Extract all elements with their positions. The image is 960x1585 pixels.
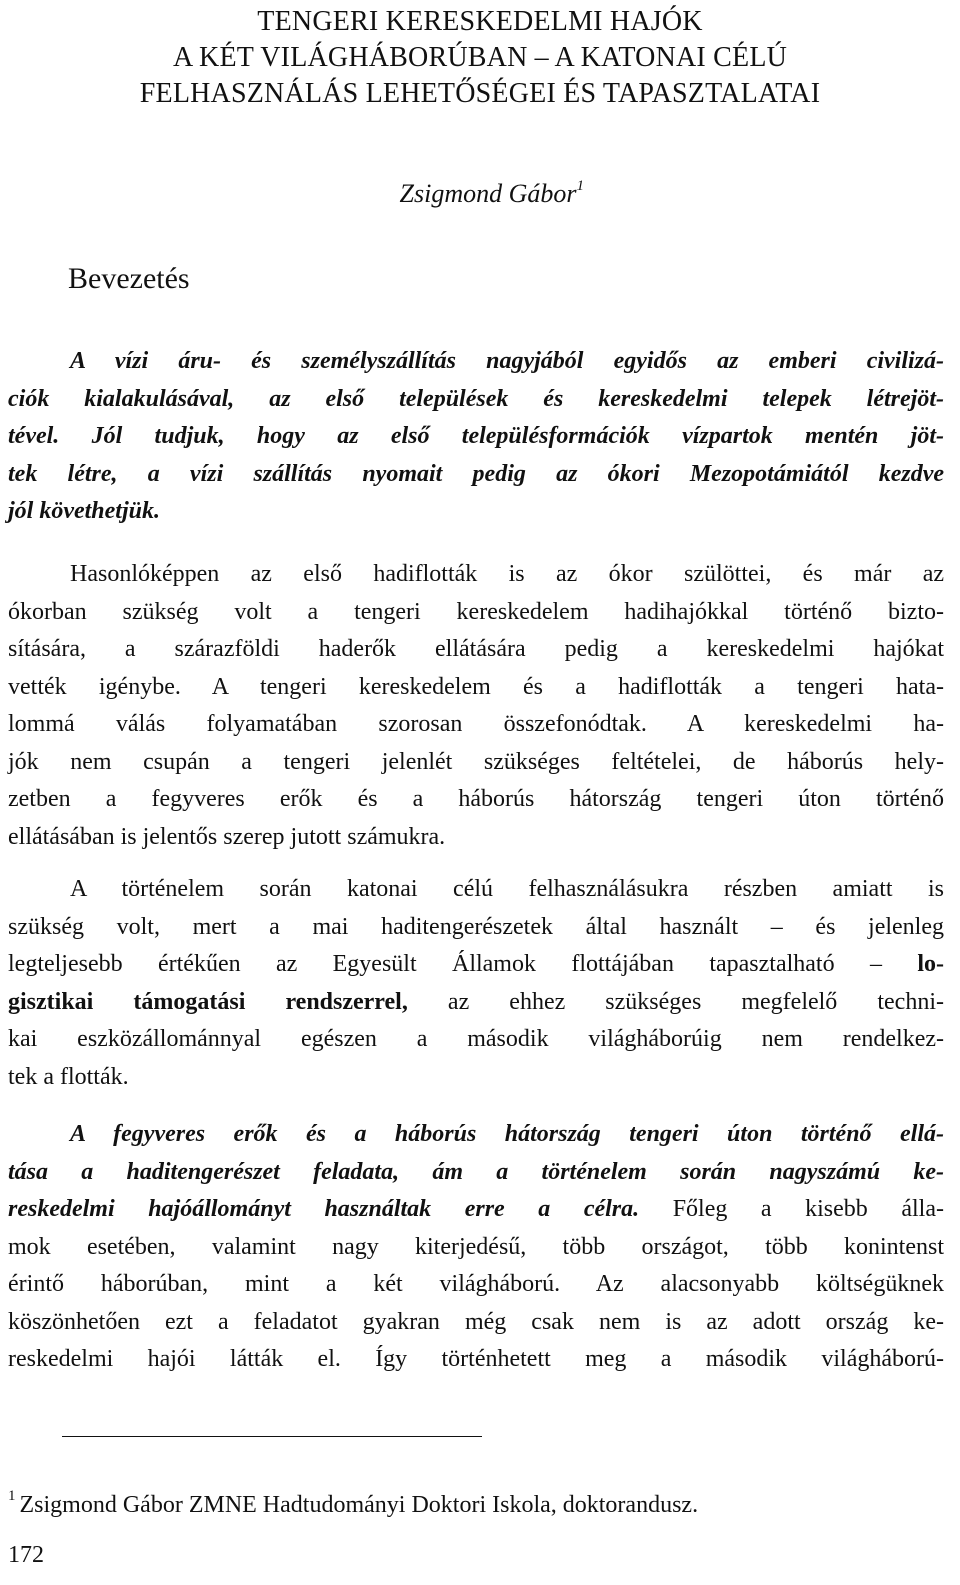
text-line: köszönhetően ezt a feladatot gyakran még csak nem is az adott ország ke- [8,1308,944,1335]
text-line: A fegyveres erők és a háborús hátország tengeri úton történő ellá- [70,1121,944,1147]
paragraph-4 [8,1116,944,1379]
text-segment: legteljesebb értékűen az Egyesült Államok flottájában tapasztalható – [8,951,918,977]
text-line: lommá válás folyamatában szorosan összefonódtak. A kereskedelmi ha- [8,711,944,737]
paragraph-intro [8,343,944,531]
text-segment: Főleg a kisebb álla- [639,1196,944,1222]
bold-emphasis: gisztikai támogatási rendszerrel, [8,988,408,1015]
text-line: tek létre, a vízi szállítás nyomait pedig az ókori Mezopotámiától kezdve [8,460,944,487]
text-line: tével. Jól tudjuk, hogy az első településformációk vízpartok mentén jöt- [8,423,944,449]
text-line: A történelem során katonai célú felhasználásukra részben amiatt is [70,876,944,902]
text-line: ókorban szükség volt a tengeri kereskedelem hadihajókkal történő bizto- [8,598,944,625]
title-line-3: FELHASZNÁLÁS LEHETŐSÉGEI ÉS TAPASZTALATAI [139,78,821,109]
text-line: reskedelmi hajói látták el. Így történhetett meg a második világháború- [8,1346,944,1372]
text-line: sítására, a szárazföldi haderők ellátására pedig a kereskedelmi hajókat [8,636,944,662]
text-line: jók nem csupán a tengeri jelenlét szükséges feltételei, de háborús hely- [8,748,944,775]
text-segment: az ehhez szükséges megfelelő techni- [407,988,944,1015]
title-line-2: A KÉT VILÁGHÁBORÚBAN – A KATONAI CÉLÚ [172,42,788,73]
paragraph-2 [8,556,944,856]
text-line: mok esetében, valamint nagy kiterjedésű, több országot, több konintenst [8,1233,944,1260]
title-line-1: TENGERI KERESKEDELMI HAJÓK [257,6,703,37]
text-line: szükség volt, mert a mai haditengerészetek által használt – és jelenleg [8,913,944,940]
text-line: jól követhetjük. [8,498,160,524]
text-line: Hasonlóképpen az első hadiflották is az ókor szülöttei, és már az [70,561,944,587]
bold-italic-emphasis: reskedelmi hajóállományt használtak erre a célra. [8,1196,640,1222]
text-line: ciók kialakulásával, az első települések és kereskedelmi telepek létrejöt- [8,385,944,412]
text-line: ellátásában is jelentős szerep jutott számukra. [8,823,446,850]
text-line: zetben a fegyveres erők és a háborús hátország tengeri úton történő [8,786,944,812]
text-line [8,946,944,984]
bold-emphasis: lo- [917,951,944,977]
text-line: vették igénybe. A tengeri kereskedelem és a hadiflották a tengeri hata- [8,673,944,700]
author-byline [400,178,584,209]
text-line [8,984,944,1022]
text-line [8,1191,944,1229]
author-name: Zsigmond Gábor [399,179,577,208]
author-footnote-ref: 1 [576,178,584,194]
footnote [8,1488,698,1519]
footnote-number: 1 [8,1488,16,1504]
text-line: kai eszközállománnyal egészen a második világháborúig nem rendelkez- [8,1026,944,1052]
section-heading: Bevezetés [68,262,190,295]
text-line: tása a haditengerészet feladata, ám a történelem során nagyszámú ke- [8,1158,944,1185]
paragraph-3 [8,871,944,1096]
text-line: érintő háborúban, mint a két világháború. Az alacsonyabb költségüknek [8,1271,944,1297]
text-line: A vízi áru- és személyszállítás nagyjából egyidős az emberi civilizá- [70,348,944,374]
article-title [0,4,960,112]
page-number: 172 [8,1542,44,1568]
footnote-text: Zsigmond Gábor ZMNE Hadtudományi Doktori Iskola, doktorandusz. [19,1492,699,1518]
text-line: tek a flották. [8,1063,129,1090]
footnote-separator [62,1436,482,1437]
